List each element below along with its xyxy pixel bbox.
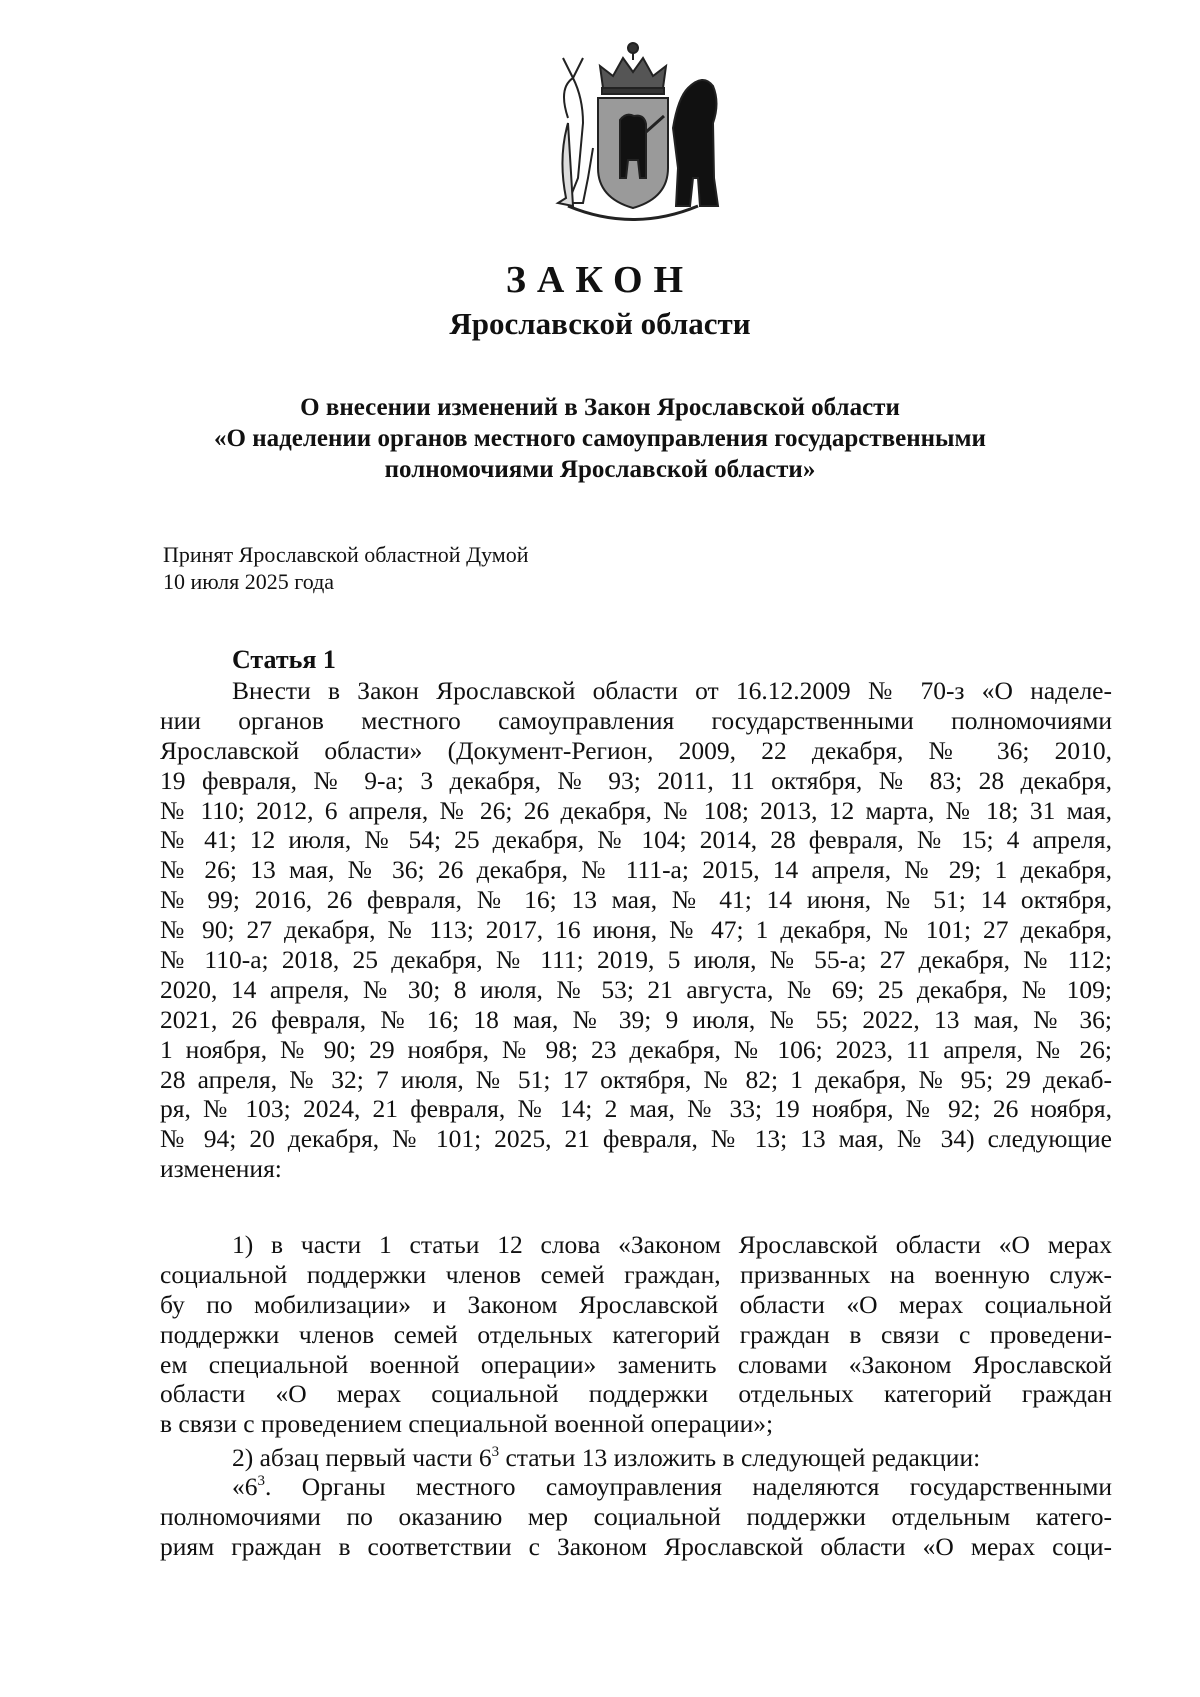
superscript: 3 [257,1473,265,1489]
item-2-suffix: статьи 13 изложить в следующей редакции: [499,1443,981,1472]
quote-first-rest: . Органы местного самоуправления наделяются государственными [265,1472,1112,1501]
article-heading: Статья 1 [232,645,336,674]
text-line: 2021, 26 февраля, № 16; 18 мая, № 39; 9 июля, № 55; 2022, 13 мая, № 36; [160,1004,1112,1034]
coat-of-arms-emblem [528,28,738,228]
text-line: 1) в части 1 статьи 12 слова «Законом Ярославской области «О мерах [232,1230,1112,1259]
item-2-paragraph [160,1443,1112,1473]
text-line: Внести в Закон Ярославской области от 16.12.2009 № 70-з «О наделе- [232,676,1112,705]
text-line: нии органов местного самоуправления государственными полномочиями [160,705,1112,735]
text-line: социальной поддержки членов семей граждан, призванных на военную служ- [160,1259,1112,1289]
text-line: ря, № 103; 2024, 21 февраля, № 14; 2 мая, № 33; 19 ноября, № 92; 26 ноября, [160,1094,1112,1124]
subject-line: полномочиями Ярославской области» [384,456,816,483]
text-line: 2020, 14 апреля, № 30; 8 июля, № 53; 21 августа, № 69; 25 декабря, № 109; [160,974,1112,1004]
text-line: № 26; 13 мая, № 36; 26 декабря, № 111-а; 2015, 14 апреля, № 29; 1 декабря, [160,855,1112,885]
text-line: ем специальной военной операции» заменить словами «Законом Ярославской [160,1349,1112,1379]
text-line: № 99; 2016, 26 февраля, № 16; 13 мая, № 41; 14 июня, № 51; 14 октября, [160,885,1112,915]
text-line: № 110-а; 2018, 25 декабря, № 111; 2019, 5 июля, № 55-а; 27 декабря, № 112; [160,945,1112,975]
law-subject-title [150,392,1050,485]
text-line: полномочиями по оказанию мер социальной поддержки отдельным катего- [160,1501,1112,1531]
text-line: области «О мерах социальной поддержки отдельных категорий граждан [160,1379,1112,1409]
text-line: № 110; 2012, 6 апреля, № 26; 26 декабря, № 108; 2013, 12 марта, № 18; 31 мая, [160,795,1112,825]
item-1-paragraph [160,1230,1112,1439]
text-line: № 90; 27 декабря, № 113; 2017, 16 июня, № 47; 1 декабря, № 101; 27 декабря, [160,915,1112,945]
text-line: № 94; 20 декабря, № 101; 2025, 21 февраля, № 13; 13 мая, № 34) следующие [160,1124,1112,1154]
text-line: в связи с проведением специальной военной операции»; [160,1409,774,1439]
text-line: 1 ноября, № 90; 29 ноября, № 98; 23 декабря, № 106; 2023, 11 апреля, № 26; [160,1034,1112,1064]
adoption-date: 10 июля 2025 года [163,569,335,594]
quoted-new-text-paragraph [160,1472,1112,1562]
subject-line: О внесении изменений в Закон Ярославской области [300,394,900,421]
text-line [160,1472,1112,1502]
region-heading: Ярославской области [449,306,751,341]
superscript: 3 [491,1444,500,1460]
adoption-body: Принят Ярославской областной Думой [163,542,529,567]
text-line: изменения: [160,1154,282,1184]
subject-line: «О наделении органов местного самоуправления государственными [214,425,986,452]
article-intro-paragraph [160,676,1112,1184]
text-line: поддержки членов семей отдельных категорий граждан в связи с проведени- [160,1319,1112,1349]
text-line: 19 февраля, № 9-а; 3 декабря, № 93; 2011, 11 октября, № 83; 28 декабря, [160,765,1112,795]
text-line: 28 апреля, № 32; 7 июля, № 51; 17 октября, № 82; 1 декабря, № 95; 29 декаб- [160,1064,1112,1094]
adoption-note [163,541,529,595]
text-line: бу по мобилизации» и Законом Ярославской области «О мерах социальной [160,1289,1112,1319]
text-line: Ярославской области» (Документ-Регион, 2009, 22 декабря, № 36; 2010, [160,735,1112,765]
text-line [160,1443,1112,1473]
text-line: № 41; 12 июля, № 54; 25 декабря, № 104; 2014, 28 февраля, № 15; 4 апреля, [160,825,1112,855]
document-type-heading: ЗАКОН [505,259,695,301]
text-line: риям граждан в соответствии с Законом Ярославской области «О мерах соци- [160,1531,1112,1561]
item-2-prefix: 2) абзац первый части 6 [232,1443,492,1472]
quote-prefix: «6 [232,1472,258,1501]
